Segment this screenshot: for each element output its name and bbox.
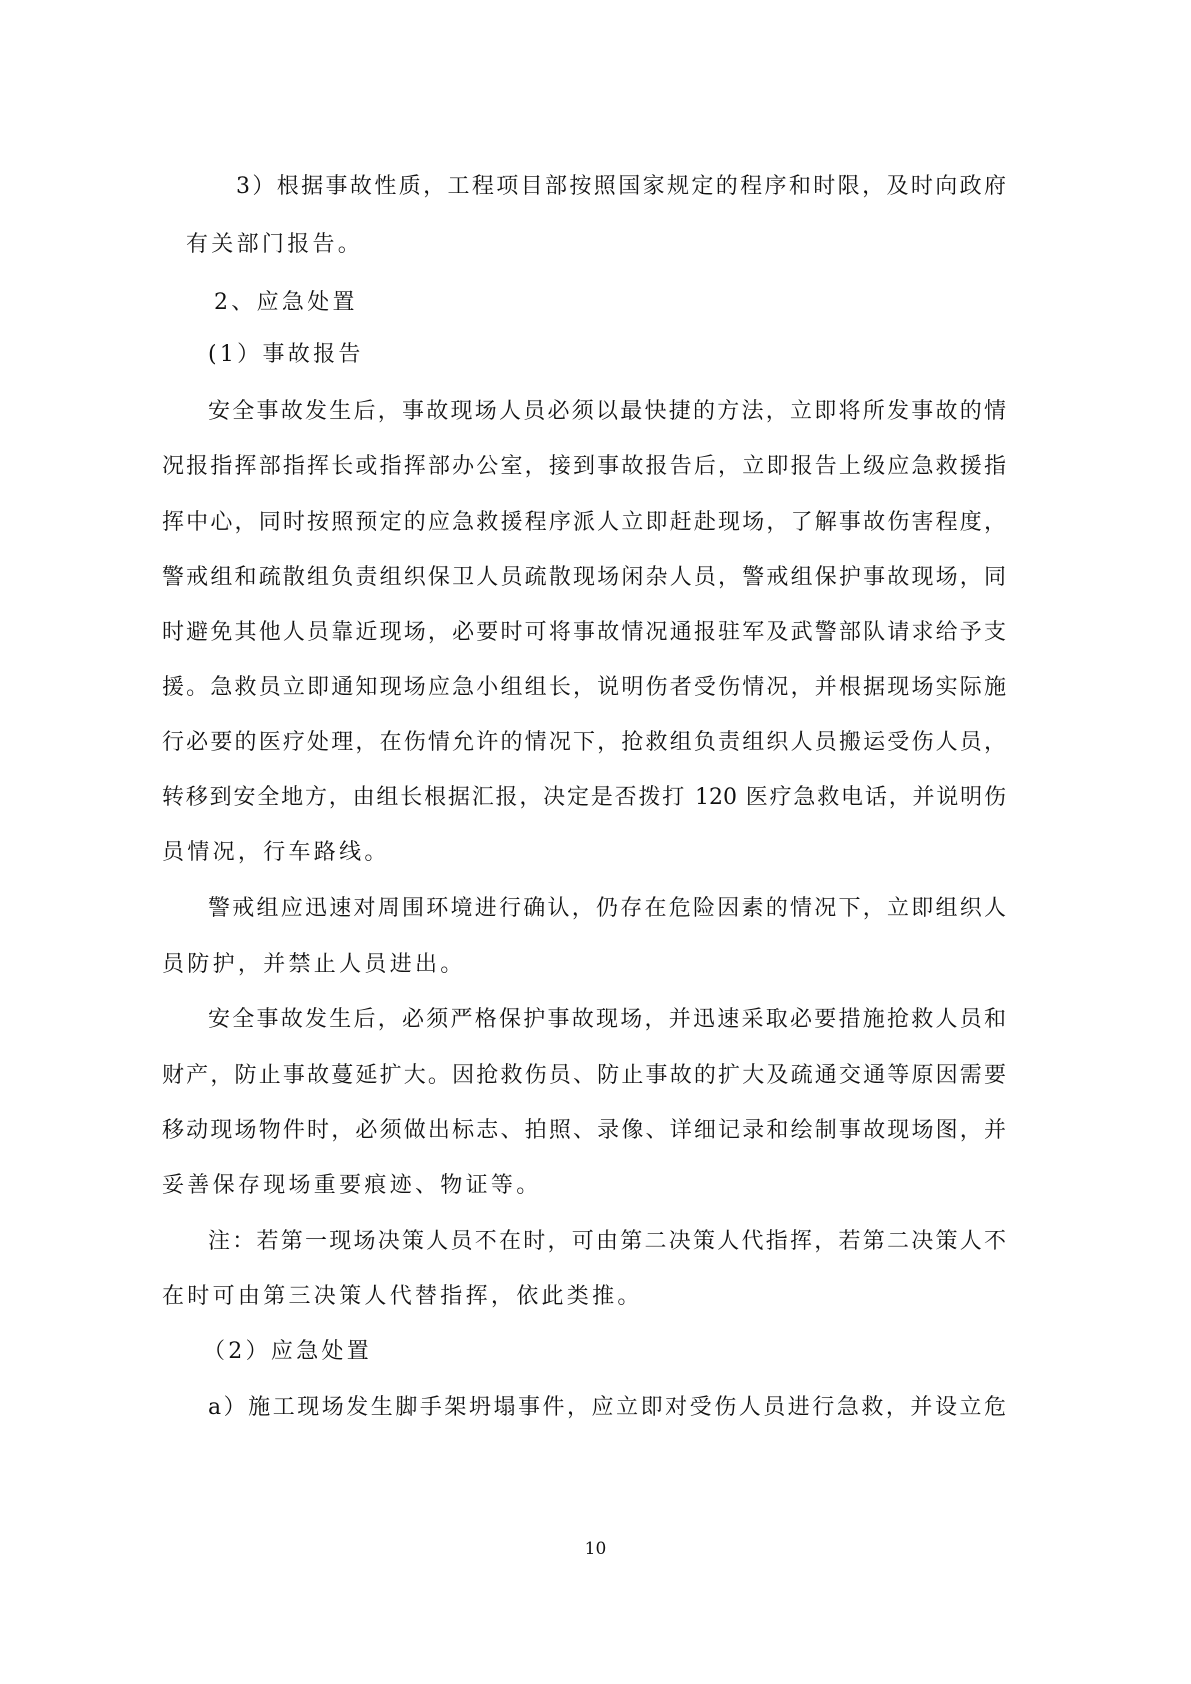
text-line-6: 况报指挥部指挥长或指挥部办公室，接到事故报告后，立即报告上级应急救援指 bbox=[162, 454, 1006, 479]
text-line-18: 移动现场物件时，必须做出标志、拍照、录像、详细记录和绘制事故现场图，并 bbox=[162, 1118, 1006, 1143]
section-heading: 2、应急处置 bbox=[214, 290, 358, 315]
text-line-13: 员情况，行车路线。 bbox=[162, 840, 390, 865]
subsection-heading-1: (1）事故报告 bbox=[208, 342, 364, 367]
text-line-11: 行必要的医疗处理，在伤情允许的情况下，抢救组负责组织人员搬运受伤人员， bbox=[162, 730, 1006, 755]
text-line-14: 警戒组应迅速对周围环境进行确认，仍存在危险因素的情况下，立即组织人 bbox=[208, 896, 1006, 921]
text-line-23: a）施工现场发生脚手架坍塌事件，应立即对受伤人员进行急救，并设立危 bbox=[208, 1395, 1006, 1420]
subsection-heading-2: （2）应急处置 bbox=[203, 1339, 373, 1364]
text-line-1: 3）根据事故性质，工程项目部按照国家规定的程序和时限，及时向政府 bbox=[236, 174, 1006, 199]
text-line-9: 时避免其他人员靠近现场，必要时可将事故情况通报驻军及武警部队请求给予支 bbox=[162, 620, 1006, 645]
text-line-16: 安全事故发生后，必须严格保护事故现场，并迅速采取必要措施抢救人员和 bbox=[208, 1007, 1006, 1032]
text-line-7: 挥中心，同时按照预定的应急救援程序派人立即赶赴现场，了解事故伤害程度， bbox=[162, 510, 1006, 535]
text-line-12: 转移到安全地方，由组长根据汇报，决定是否拨打 120 医疗急救电话，并说明伤 bbox=[162, 785, 1006, 810]
text-line-10: 援。急救员立即通知现场应急小组组长，说明伤者受伤情况，并根据现场实际施 bbox=[162, 675, 1006, 700]
text-line-15: 员防护，并禁止人员进出。 bbox=[162, 952, 466, 977]
text-line-19: 妥善保存现场重要痕迹、物证等。 bbox=[162, 1173, 542, 1198]
page-number: 10 bbox=[584, 1539, 607, 1559]
text-line-5: 安全事故发生后，事故现场人员必须以最快捷的方法，立即将所发事故的情 bbox=[208, 399, 1006, 424]
text-line-17: 财产，防止事故蔓延扩大。因抢救伤员、防止事故的扩大及疏通交通等原因需要 bbox=[162, 1063, 1006, 1088]
note-line-1: 注：若第一现场决策人员不在时，可由第二决策人代指挥，若第二决策人不 bbox=[208, 1229, 1006, 1254]
note-line-2: 在时可由第三决策人代替指挥，依此类推。 bbox=[162, 1284, 643, 1309]
text-line-2: 有关部门报告。 bbox=[186, 232, 364, 257]
text-line-8: 警戒组和疏散组负责组织保卫人员疏散现场闲杂人员，警戒组保护事故现场，同 bbox=[162, 565, 1006, 590]
